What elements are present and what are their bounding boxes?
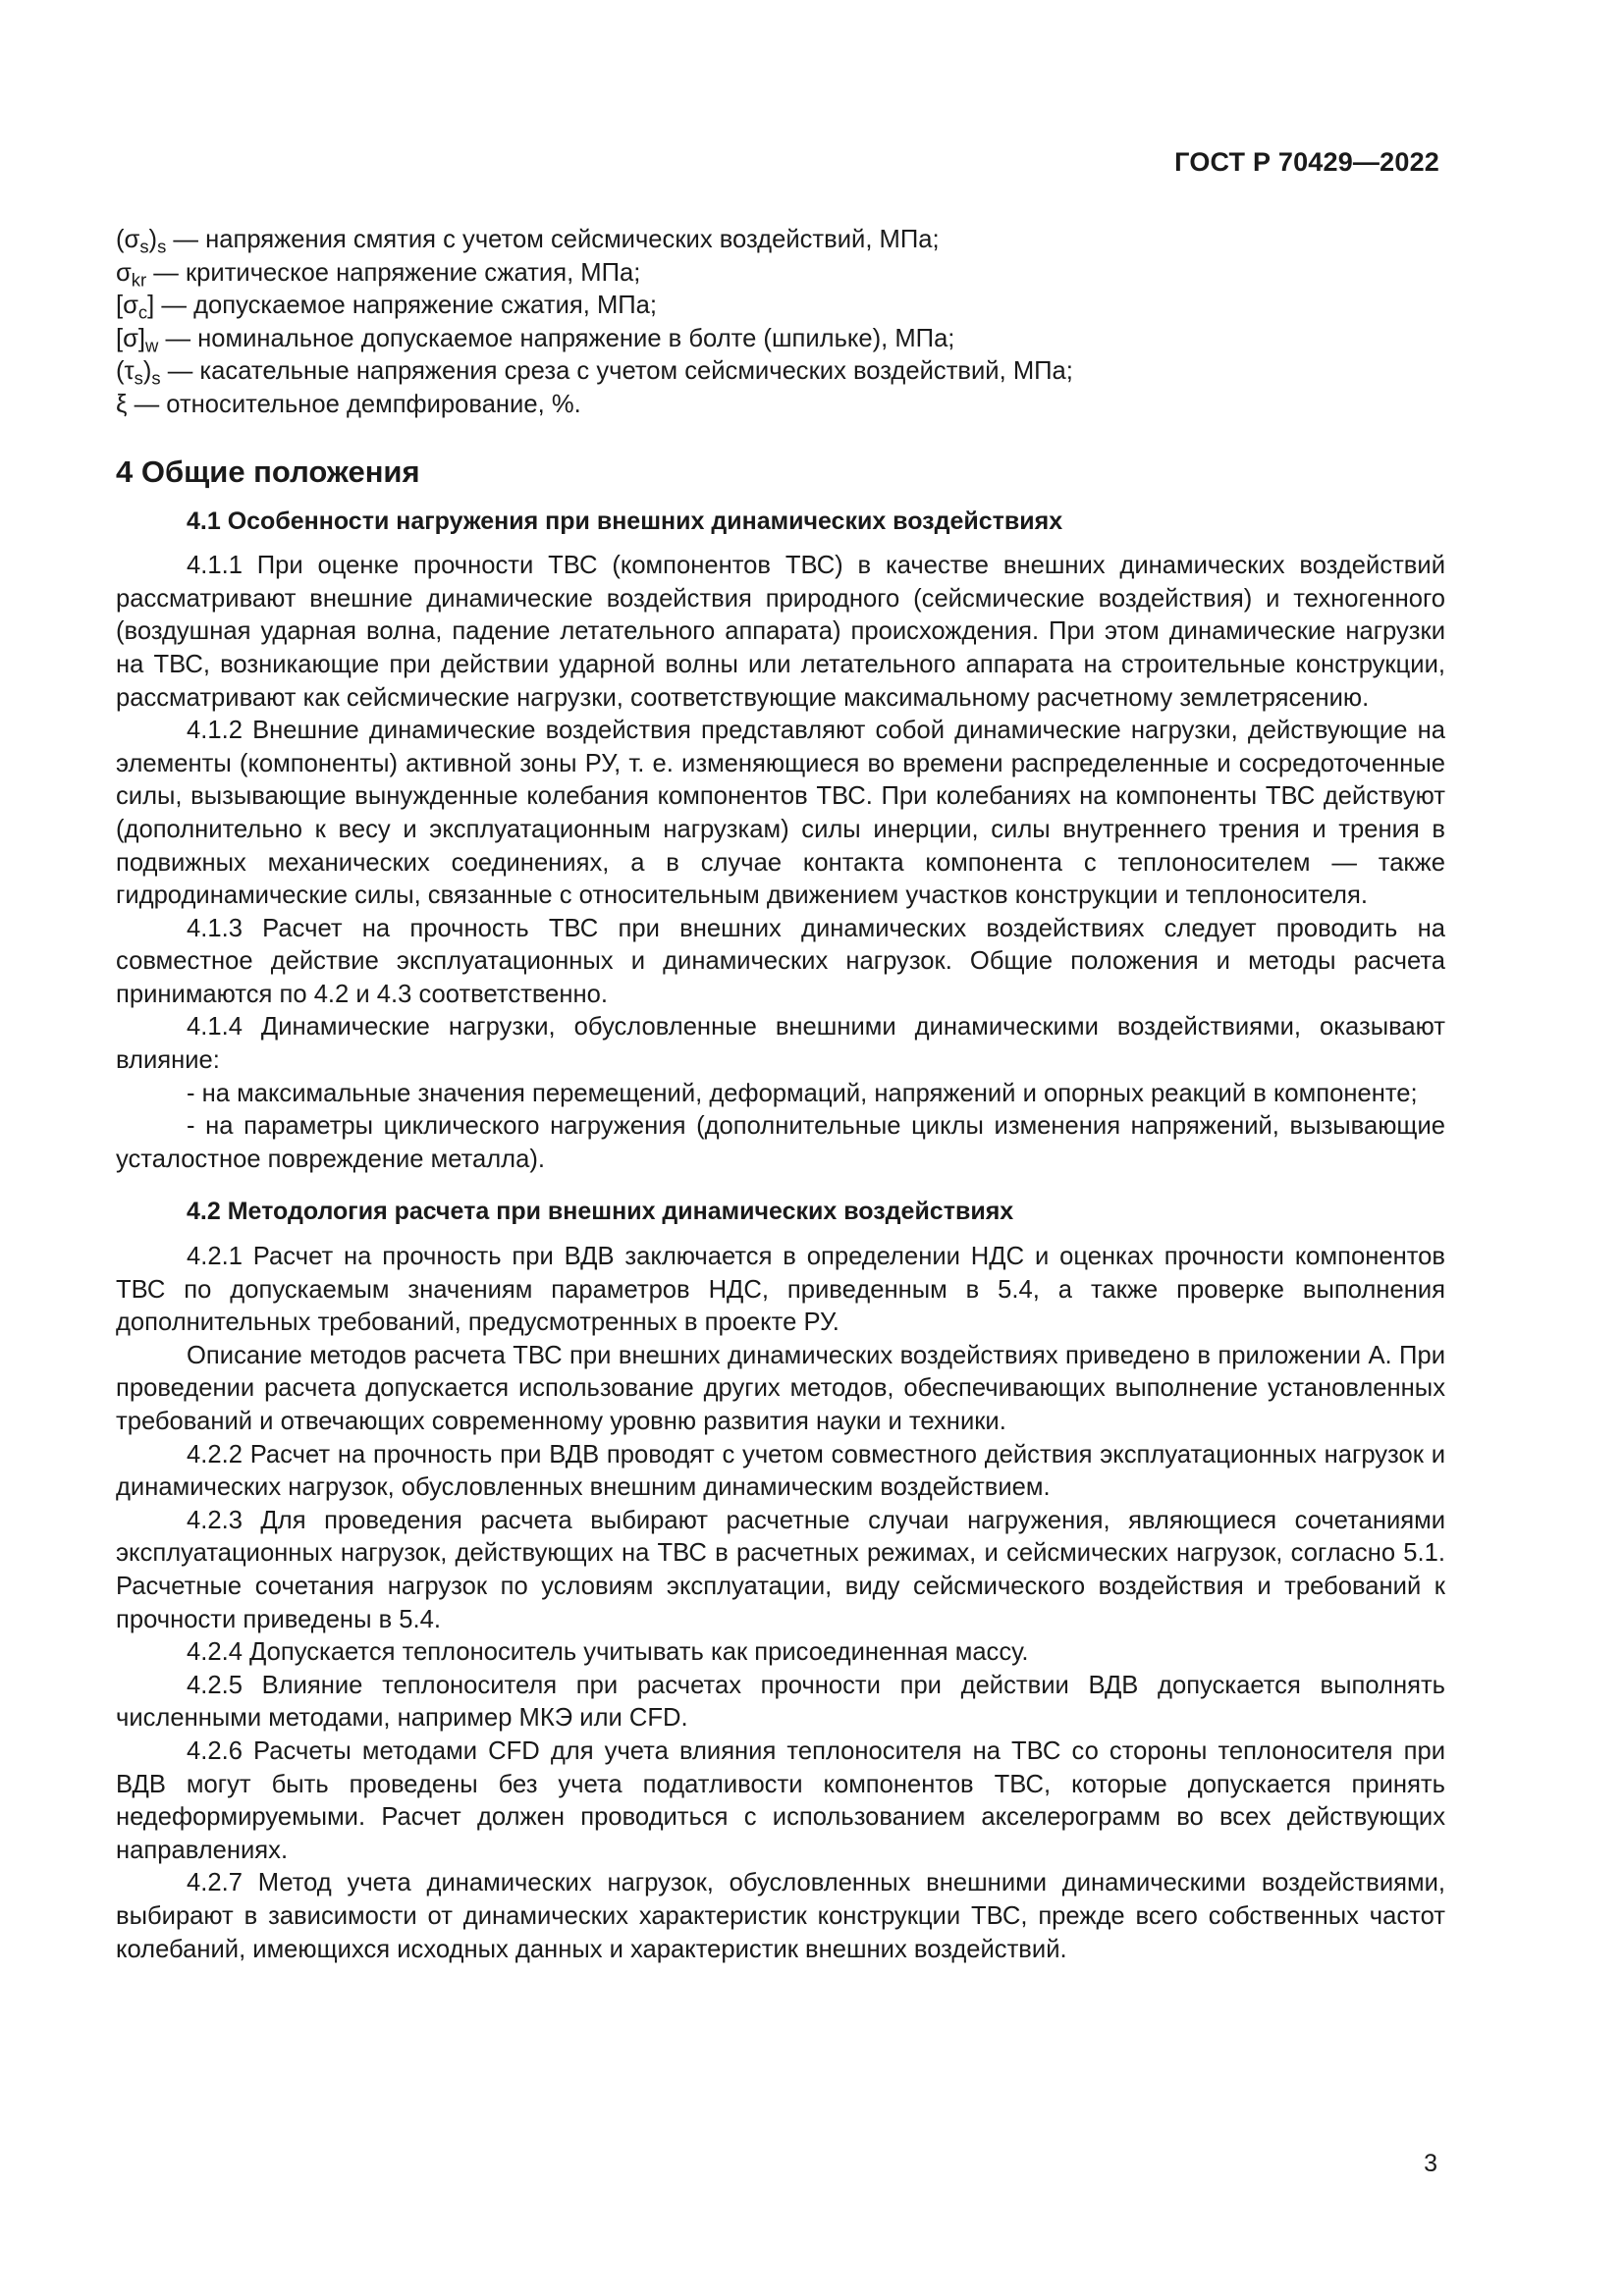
paragraph: 4.1.4 Динамические нагрузки, обусловленные внешними динамическими воздействиями, оказывают влияние: [116,1013,1445,1075]
paragraph: 4.2.1 Расчет на прочность при ВДВ заключается в определении НДС и оценках прочности компонентов ТВС по допускаемым значениям параметров НДС, приведенным в 5.4, а также проверке выполнения дополнительных требований, предусмотренных в проекте РУ. [116,1243,1445,1337]
subsection-title: 4.1 Особенности нагружения при внешних динамических воздействиях [187,507,1063,535]
symbols-list [116,224,1445,422]
symbol-definition: $(\tau_s)_s$ — касательные напряжения среза с учетом сейсмических воздействий, МПа; [116,357,1073,389]
list-item: - на параметры циклического нагружения (дополнительные циклы изменения напряжений, вызывающие усталостное повреждение металла). [116,1112,1445,1173]
symbol-definition: $(\sigma_s)_s$ — напряжения смятия с учетом сейсмических воздействий, МПа; [116,226,940,257]
paragraph: 4.2.4 Допускается теплоноситель учитывать как присоединенная массу. [187,1638,1029,1667]
paragraph: 4.2.7 Метод учета динамических нагрузок, обусловленных внешними динамическими воздействиями, выбирают в зависимости от динамических характеристик конструкции ТВС, прежде всего собственных частот колебаний, имеющихся исходных данных и характеристик внешних воздействий. [116,1869,1445,1963]
paragraph: Описание методов расчета ТВС при внешних динамических воздействиях приведено в приложении А. При проведении расчета допускается использование других методов, обеспечивающих выполнение установленных требований и отвечающих современному уровню развития науки и техники. [116,1341,1445,1435]
subsection-body [116,1241,1445,1966]
subsection-body [116,550,1445,1176]
paragraph: 4.1.2 Внешние динамические воздействия представляют собой динамические нагрузки, действующие на элементы (компоненты) активной зоны РУ, т. е. изменяющиеся во времени распределенные и сосредоточенные силы, вызывающие вынужденные колебания компонентов ТВС. При колебаниях на компоненты ТВС действуют (дополнительно к весу и эксплуатационным нагрузкам) силы инерции, силы внутреннего трения и трения в подвижных механических соединениях, а в случае контакта компонента с теплоносителем — также гидродинамические силы, связанные с относительным движением участков конструкции и теплоносителя. [116,717,1445,910]
document-code-header: ГОСТ Р 70429—2022 [1174,147,1439,177]
symbol-definition: $[\sigma]_w$ — номинальное допускаемое напряжение в болте (шпильке), МПа; [116,324,955,356]
paragraph: 4.2.3 Для проведения расчета выбирают расчетные случаи нагружения, являющиеся сочетаниями эксплуатационных нагрузок, действующих на ТВС в расчетных режимах, и сейсмических нагрузок, согласно 5.1. Расчетные сочетания нагрузок по условиям эксплуатации, виду сейсмического воздействия и требований к прочности приведены в 5.4. [116,1506,1445,1633]
page-number: 3 [1424,2150,1437,2177]
symbol-definition: $\sigma_{kr}$ — критическое напряжение сжатия, МПа; [116,258,641,291]
paragraph: 4.1.3 Расчет на прочность ТВС при внешних динамических воздействиях следует проводить на совместное действие эксплуатационных и динамических нагрузок. Общие положения и методы расчета принимаются по 4.2 и 4.3 соответственно. [116,914,1445,1008]
symbol-definition: ξ — относительное демпфирование, %. [116,390,581,418]
page-content [116,224,1445,1966]
symbol-definition: $[\sigma_c]$ — допускаемое напряжение сжатия, МПа; [116,292,658,323]
paragraph: 4.2.2 Расчет на прочность при ВДВ проводят с учетом совместного действия эксплуатационных нагрузок и динамических нагрузок, обусловленных внешним динамическим воздействием. [116,1440,1445,1502]
list-item: - на максимальные значения перемещений, деформаций, напряжений и опорных реакций в компоненте; [187,1079,1418,1107]
paragraph: 4.2.6 Расчеты методами CFD для учета влияния теплоносителя на ТВС со стороны теплоносителя при ВДВ могут быть проведены без учета податливости компонентов ТВС, которые допускается принять недеформируемыми. Расчет должен проводиться с использованием акселерограмм во всех действующих направлениях. [116,1736,1445,1864]
section-title: 4 Общие положения [116,454,420,489]
paragraph: 4.2.5 Влияние теплоносителя при расчетах прочности при действии ВДВ допускается выполнять численными методами, например МКЭ или CFD. [116,1671,1445,1733]
paragraph: 4.1.1 При оценке прочности ТВС (компонентов ТВС) в качестве внешних динамических воздействий рассматривают внешние динамические воздействия природного (сейсмические воздействия) и техногенного (воздушная ударная волна, падение летательного аппарата) происхождения. При этом динамические нагрузки на ТВС, возникающие при действии ударной волны или летательного аппарата на строительные конструкции, рассматривают как сейсмические нагрузки, соответствующие максимальному расчетному землетрясению. [116,552,1445,712]
subsection-title: 4.2 Методология расчета при внешних динамических воздействиях [187,1198,1014,1226]
